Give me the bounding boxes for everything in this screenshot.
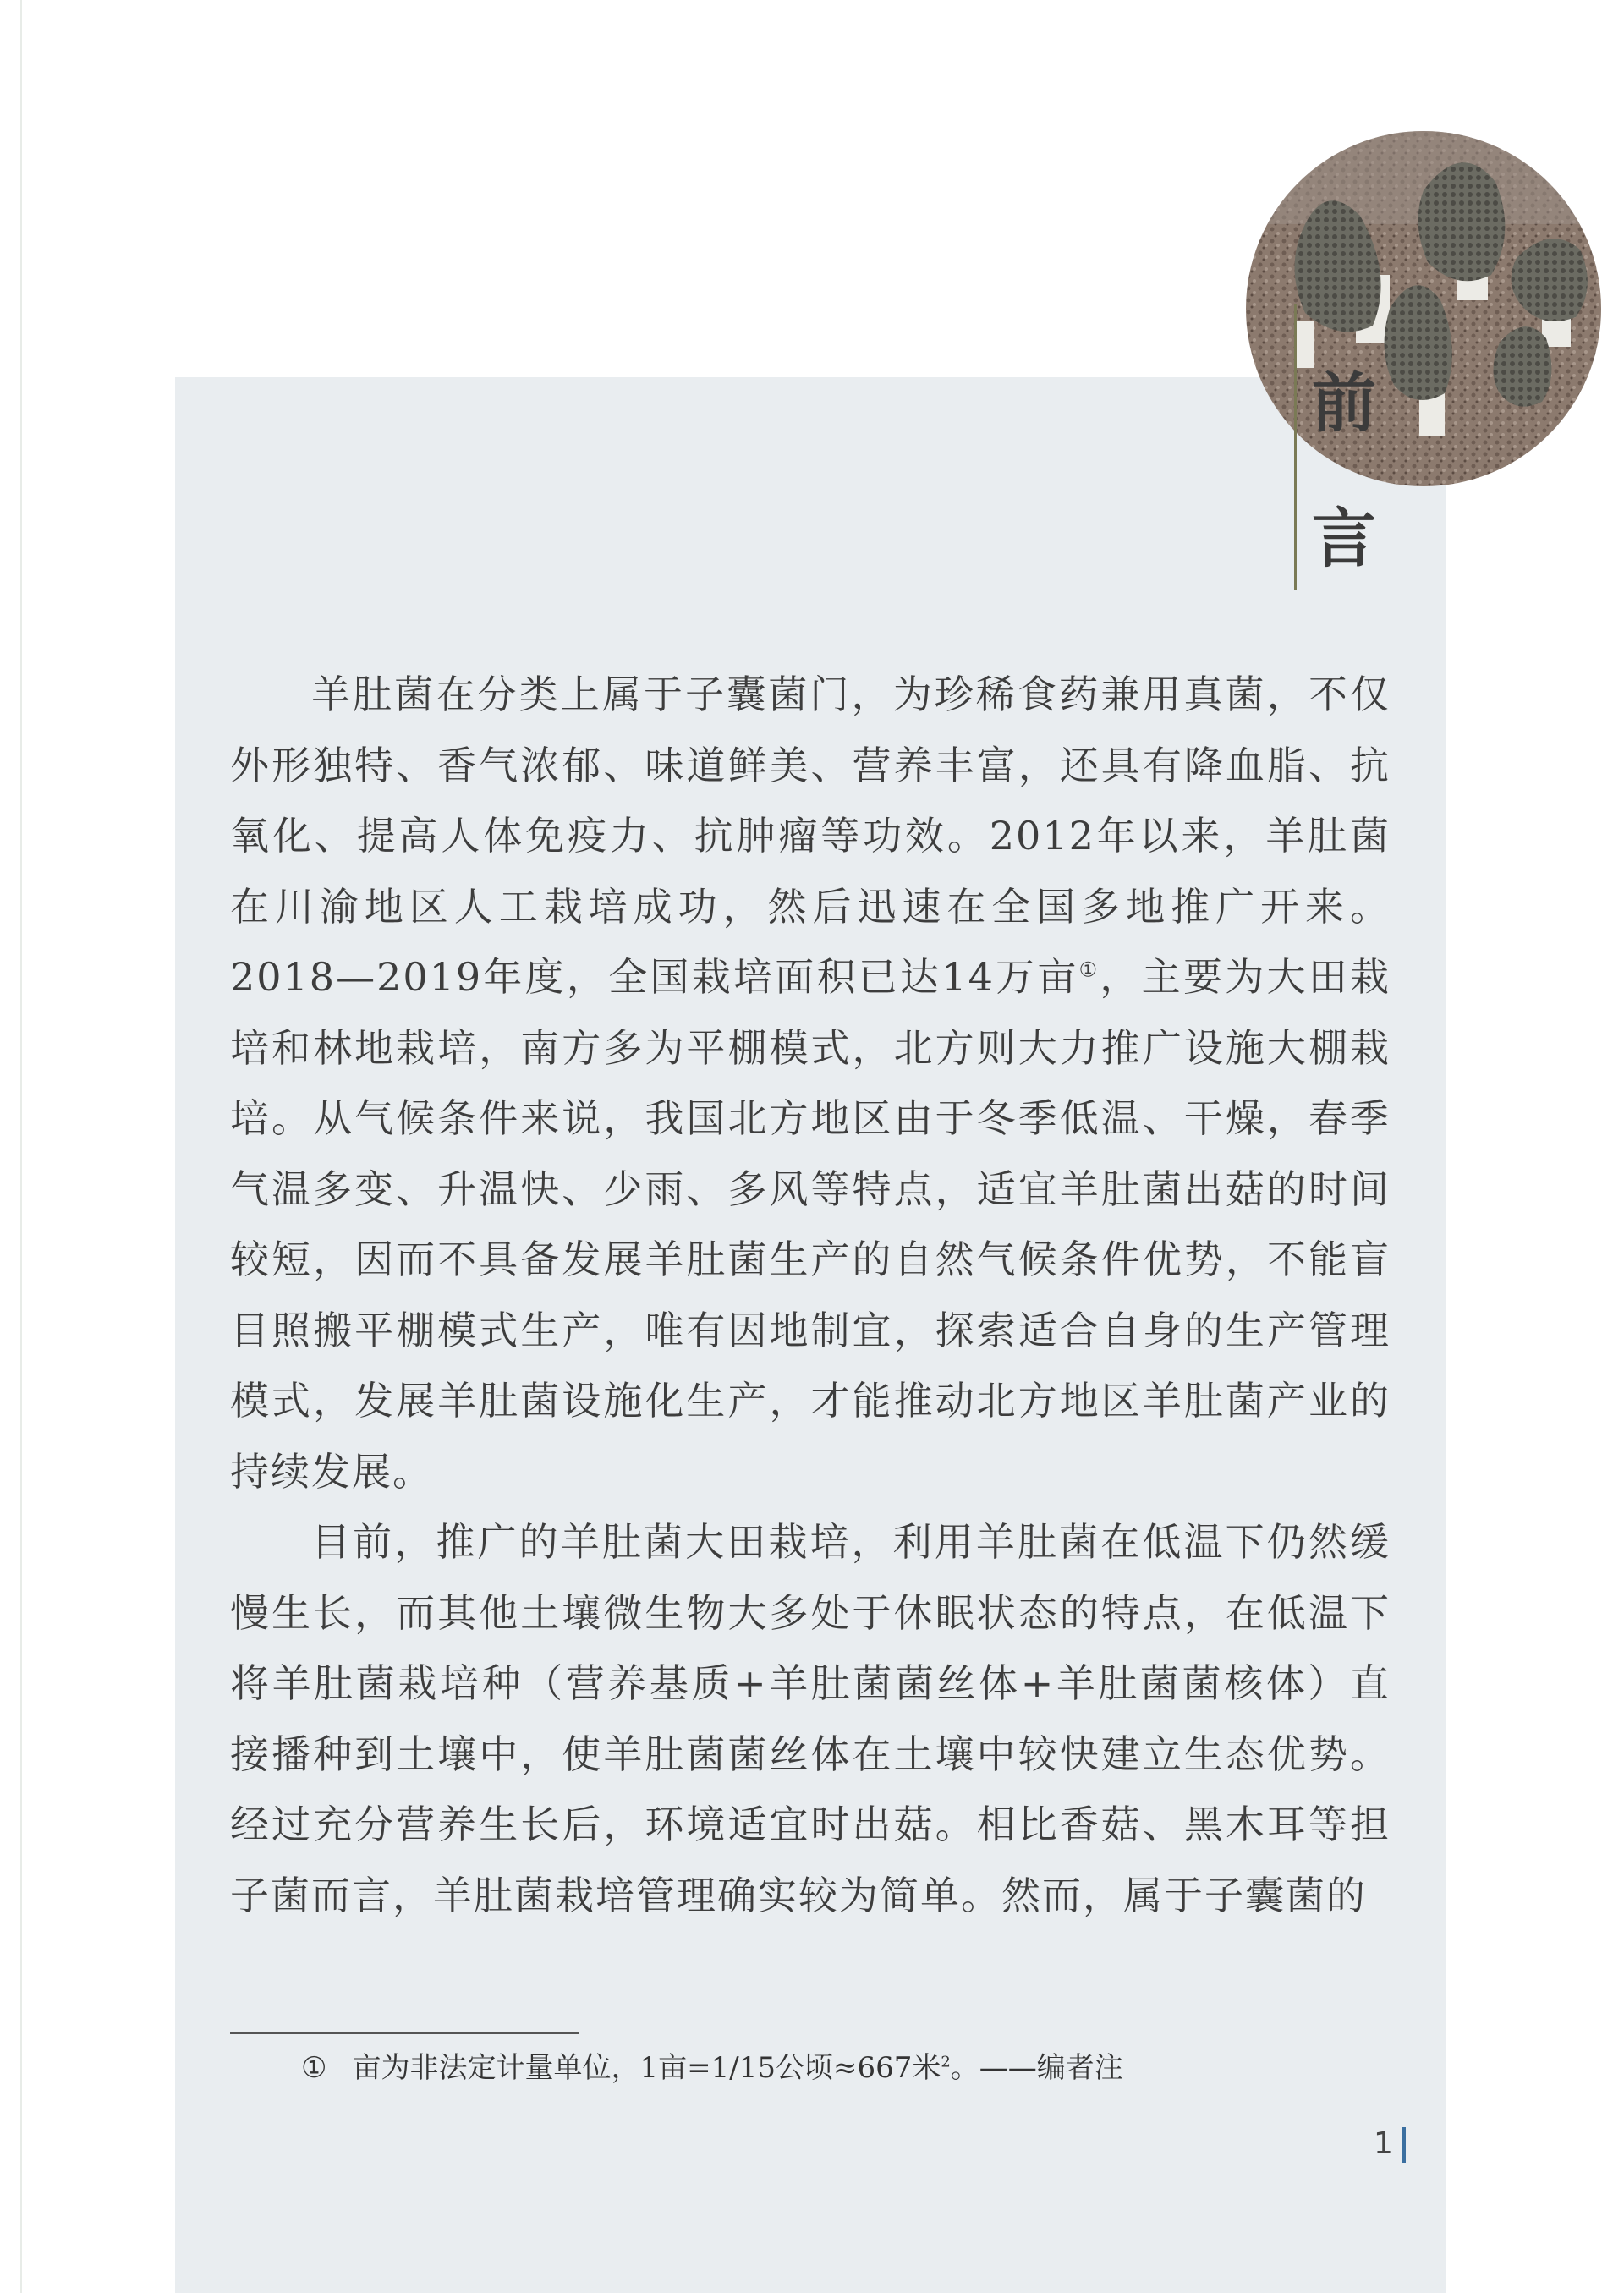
paragraph-1-part-b: ，主要为大田栽培和林地栽培，南方多为平棚模式，北方则大力推广设施大棚栽培。从气候条件来说，我国北方地区由于冬季低温、干燥，春季气温多变、升温快、少雨、多风等特点，适宜羊肚菌出菇的时间较短，因而不具备发展羊肚菌生产的自然气候条件优势，不能盲目照搬平棚模式生产，唯有因地制宜，探索适合自身的生产管理模式，发展羊肚菌设施化生产，才能推动北方地区羊肚菌产业的持续发展。 (230, 954, 1391, 1495)
body-text (230, 660, 1391, 1931)
page-number: 1 (1374, 2126, 1393, 2161)
footnote-mark: ① (301, 2051, 327, 2085)
footnote-superscript: 2 (941, 2053, 951, 2071)
paragraph-2: 目前，推广的羊肚菌大田栽培，利用羊肚菌在低温下仍然缓慢生长，而其他土壤微生物大多处于休眠状态的特点，在低温下将羊肚菌栽培种（营养基质+羊肚菌菌丝体+羊肚菌菌核体）直接播种到土壤中，使羊肚菌菌丝体在土壤中较快建立生态优势。经过充分营养生长后，环境适宜时出菇。相比香菇、黑木耳等担子菌而言，羊肚菌栽培管理确实较为简单。然而，属于子囊菌的 (230, 1519, 1391, 1918)
page-title-char-2: 言 (1312, 501, 1376, 576)
morel-mushroom-photo (1246, 131, 1601, 486)
footnote (301, 2045, 1123, 2091)
footnote-reference: ① (1078, 957, 1100, 982)
page-title-char-1: 前 (1312, 365, 1376, 441)
page-number-bar (1402, 2127, 1406, 2163)
footnote-text-b: 。——编者注 (950, 2051, 1123, 2085)
left-margin-line (20, 0, 22, 2293)
title-vertical-rule (1294, 304, 1297, 590)
footnote-divider (230, 2032, 579, 2034)
paragraph-1-part-a: 羊肚菌在分类上属于子囊菌门，为珍稀食药兼用真菌，不仅外形独特、香气浓郁、味道鲜美、营养丰富，还具有降血脂、抗氧化、提高人体免疫力、抗肿瘤等功效。2012年以来，羊肚菌在川渝地区人工栽培成功，然后迅速在全国多地推广开来。2018—2019年度，全国栽培面积已达14万亩 (230, 672, 1391, 1000)
footnote-text-a: 亩为非法定计量单位，1亩=1/15公顷≈667米 (352, 2051, 941, 2085)
morel-photo-illustration (1246, 131, 1601, 486)
paragraph-1 (230, 660, 1391, 1507)
